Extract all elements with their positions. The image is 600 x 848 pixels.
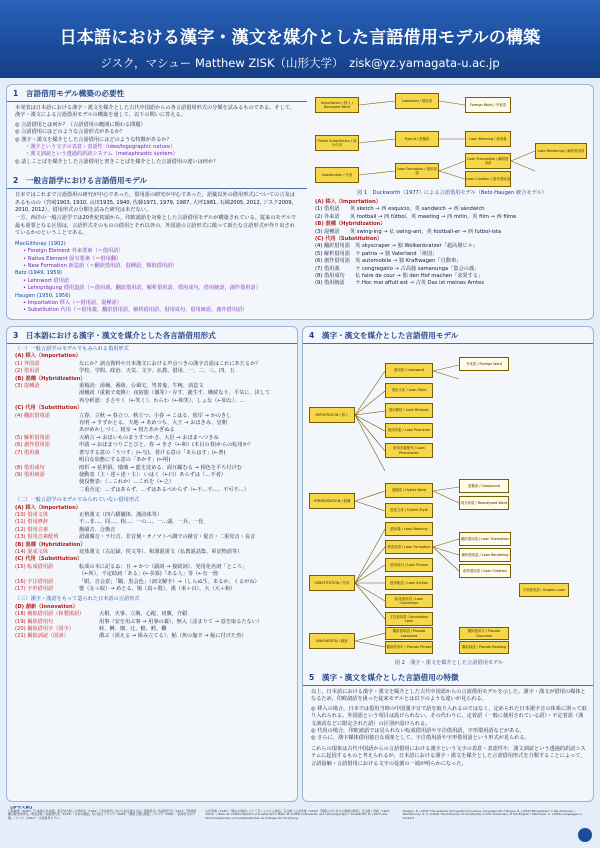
list-item: Haugen (1950, 1956) [15,292,71,299]
list-item: • Foreign Element 外来要素（＝借用語） [23,248,124,255]
fig2-box-loanword: 借用語 / Loanword [385,363,433,378]
subheading: （三）漢字・漢語をもって造られた日本語の言語形式 [15,596,140,603]
fig2-box-hybridization: HYBRIDIZATION / 混種 [309,493,355,509]
table-row: (9) 借用統語 使動表（主・述＋述・主）：いはく（←曰）あらずは（…不者） [15,471,226,478]
fig1-box-loan-creation: Loan Creation / 創作借用語 [465,171,511,187]
references [8,806,592,842]
subheading: （二）一般言語学のモデルでみられていない借用形式 [15,497,140,504]
list-item: ・漢字という文字の表意・表語性（ideo/logographic nature） [25,144,176,151]
fig1-box-partial-substitution: Partial Substitution / 部分代用 [315,135,359,151]
list-item: (1) 借用語 英 sketch → 西 esquicio，英 sandwich → 西 sándwich [315,206,485,213]
fig2-box-loan-creation: 創作借用語 / Loan Creation [459,564,511,578]
fig2-box-loan-phonotactic: 借用音素配列 / Loan Phonotactic [385,443,433,458]
list-item: ◎ 移入の場合，日本では借用当時の中国漢字音で語を取り入れるのではなく，定められた日本漢字音の体系に則って取り入れられる。外国語という項目は設けられない。その代わりに，定着語（一般に使用されている語）・不定着語（漢文訓読などに限定された語）の区別が設けられる。 [311,705,587,727]
table-row: (20) 擬似借用字（国字） 峠、榊、畑、辻、鯰、鱈、働 [15,626,167,633]
fig2-box-loan-syntax: 借用統語 / Loan Syntax [385,576,433,590]
fig2-box-pseudo-loanword: 擬似借用語 / Pseudo Loanword [385,627,433,640]
list-item: (9) 借用統語 ラ Hoc mei affuit est → 古英 Das ist meines Amtes [315,280,485,287]
table-row: (11) 借用修辞 不…非…、同…、相…、一の…、一…頭、一兵、一化 [15,519,204,526]
fig2-box-hybrid-word: 混種語 / Hybrid Word [385,483,433,498]
list-item: (4) 翻訳借用語 英 skyscraper → 独 Wolkenkratzer「超高層ビル」 [315,243,478,250]
section-5-title: 5 漢字・漢文を媒介とした言語借用の特徴 [303,669,594,686]
list-item: (B) 混種（Hybridization） [315,221,386,228]
table-row: 使役態表：（…これか）…これを（←之） [79,479,175,486]
list-item: (A) 移入（Importation） [315,199,381,205]
list-item: (8) 借用成句 仏 faire de cour → 独 den Hof machen「求愛する」 [315,273,484,280]
fig2-box-loan-phrase: 借用成句 / Loan Phrase [385,558,433,572]
poster-author [0,55,600,71]
section-1 [7,85,307,315]
table-row: (5) 解析借用語 大納言 → おほいものまうすつかさ、大臣 → おほまへつきみ [15,434,219,441]
table-row: (4) 翻訳借用語 立春、立秋 → 春立つ、秋立つ；小春 → こはる、彼岸 → かのきし [15,412,232,419]
fig2-box-compound: 混種語 / Compound [459,479,509,493]
table-row: 二重否定：…ずはあらず、…ずはあるべからず（←不…不…、不可不…） [79,486,249,493]
figure-2-diagram [309,343,589,655]
fig1-box-importation: Importation / 移入 / Borrowed Word [315,97,359,113]
table-row: 明白な状態にする意の「あかす」(←明) [79,457,171,464]
figure-1-diagram [315,91,589,187]
fig1-box-foreign-word: Foreign Word / 外来語 [465,97,511,113]
list-item: • Substitution 代用（＝借用義，翻訳借用語，解析借用語，借用成句，借用統語，創作借用語） [23,307,248,314]
fig2-box-reanalyzed-word: 再分析語 / Reanalyzed Word [459,496,509,510]
fig2-box-hybrid-style: 混成文体 / Hybrid Style [385,503,433,518]
list-item: ◎ 代用の場合，印欧諸語では見られない転成借用語や字注借用語，字形借用語などがある。 [311,728,525,735]
panel-top [6,84,594,320]
table-row: 湯桶読（重箱で変換）：夜宿旅（偶等）・存す、誕生す、継続なり、平気に、決して [79,390,271,397]
poster-title: 日本語における漢字・漢文を媒介とした言語借用モデルの構築 [59,28,541,48]
group-label: (C) 代用（Substitution） [15,556,83,563]
group-label: (D) 創新（Innovation） [15,603,78,610]
list-item: ◎ 言語借用にはどのような言語形式があるか？ [15,129,125,136]
fig1-box-loan-translation: Loan Translation / 翻訳借用語 [465,153,511,169]
section-4-title: 4 漢字・漢文を媒介とした言語借用モデル [303,327,593,344]
list-item: MacGillivray (1902) [15,240,66,247]
list-item: • Lehnprägung 借用造語（＝借用義，翻訳借用語，解析借用語，借用成句，借用統語，創作借用語） [23,285,261,292]
section-5-list [303,706,594,743]
table-row: (13) 借用音素配列 語頭濁音・ラ行音、非音便・オノマトペ調での撥音・促音・二重母音・長音 [15,534,256,541]
list-item: (3) 混種語 英 swing-ing → 仏 swing-ant，英 football-er → 西 futbol-ista [315,228,502,235]
list-item: Betz (1949, 1959) [15,270,62,277]
fig1-box-hybrid: Hybrid / 混種語 [395,131,439,147]
list-item: ◎ 漢字・漢文を媒介とした言語借用にはどのような特徴があるか？ [15,136,172,143]
fig2-box-loan-conversion: 転成借用語 / Loan Conversion [385,594,433,608]
panel-section-3 [6,326,298,802]
list-item: • Native Element 固有要素（＝借用翻） [23,255,122,262]
references-col-1: 石綿敏雄（2005）『日本語の外来語』東京堂出版 / 大坪併治（1981）『平安時代における訓点語の文法』風間書房 / 佐藤喜代治（1971）『国語語彙の歴史的研究』明治書院 / 佐藤喜代治（1979）『日本の漢語』角川書店 / ジスク（2009）「漢語と漢文訓読」/ ジスク（2010）「借用形式の分類」/ ジスク（2012）「言語借用モデル」 [8,808,197,820]
fig2-box-loan-style: 借用文体 / Loan Style [385,383,433,398]
section-5 [303,669,594,768]
figure-2-caption: 図 2 漢字・漢文を媒介とした言語借用モデル [394,660,504,666]
list-item: ◎ さらに，漢字媒体借用独自な現象として，字注借用語や字形借用語という形式が見られる。 [311,735,530,742]
table-row: (16) 字注借用語 「眼、音会意」「鵝、黒会色」（訓文解字）→（しらぬ生、あるか、くるがね） [15,578,260,585]
section-5-outro: これらの現象は古代中国語からの言語借用における漢字という文字の表意・表語性や，漢文訓読という透過的訳読システムに起因するものと考えられるが，日本語における漢字・漢文を媒介とした言語借用形式を分類することによって，言語接触・言語借用における文字の役割の一端が明らかになった。 [311,745,586,767]
fig2-box-importation: IMPORTATION / 移入 [309,407,355,423]
table-row: 再分析語：ささやく（←笑く）、わらわ（←和笑）、しょな（←始な）、… [79,397,246,404]
section-1-list [7,122,307,166]
fig2-box-loan-meaning: 借用義 / Loan Meaning [385,522,433,536]
fig2-box-graphic-loan: 字形借用語 / Graphic Loan [519,583,569,597]
author-name: ジスク，マシュー Matthew ZISK（山形大学） [100,56,344,70]
section-1-intro: 本発表は日本語における漢字・漢文を媒介とした古代中国語からの各言語借用形式の分類を試みるものである。そして，漢字・漢文による言語借用モデルの構築を通して，以下の問いに答える。 [15,105,296,119]
table-row: (8) 借用成句 雨折 → 花折損、瑠璃 → 藍を沈める、面互顧むる → 相色を平ち付けむ [15,464,242,471]
group-label: (B) 混種（Hybridization） [15,541,86,548]
list-item: • Importation 移入（＝借用語，混種語） [23,299,122,306]
table-row: (17) 字形借用語 娶（女＋取）→ めとる、鴇（鳥＋殷）、漢（米＋百）、大（大＋和） [15,586,236,592]
fig2-box-annotation-loan: 字注借用語 / Annotation Loan [385,612,433,626]
list-item: ◎ 言語借用とは何か？（言語借用の範囲に関わる問題） [15,121,146,128]
table-row: (18) 擬似借用語（和製漢語） 大根、火事、立腹、心配、切腹、介錯 [15,611,188,618]
fig2-box-loan-rhetoric: 借用修辞 / Loan Rhetoric [385,403,433,418]
table-row: (1) 外国語 なにか？訓点資料や日本漢文における声点つきの漢字音語はこれにあたるか？ [15,360,261,367]
table-row: (12) 借用音素 撥韻音、合拗音 [15,526,116,533]
references-title: 【参考文献】 [8,806,35,810]
list-item: ・漢文訓読という透過的訳読システム（metaphrastic system） [25,151,178,158]
fig2-box-pseudo-reading: 擬似訓読 / Pseudo Reading [459,641,509,654]
list-item: ◎ 話しことばを媒介とした言語借用と書きことばを媒介とした言語借用の違いは何か？ [15,158,219,165]
table-row: (6) 創作借用語 申請 → おほまつりごとびと、春 → きさ（←和）(木目の春)からの転用か？ [15,442,254,449]
section-2-intro2: 一方，西洋の一般言語学では20世紀初頭から，印欧諸語を対象とした言語借用モデルが構築されている。従来のモデルで最も重要となる区別は，言語形式そのものの借用とそれ以外の，外国語の言語形式に倣って新たな言語形式が作り出されているかのということである。 [15,215,297,237]
section-1-title: 1 言語借用モデル構築の必要性 [7,85,307,102]
table-row: 有明 → すずかとる、天地 → あめつち、大王 → おほきみ、皇朝 [79,420,227,427]
subheading: （一）一般言語学のモデルでもみられる借用形式 [15,346,129,352]
table-row: (10) 借用文体 正格漢文（四六騈儷体、漢詩体等） [15,511,163,518]
table-row: (3) 混種語 重箱読：湯桶、番組、台風宅、男善鬼、牛椀、消息文 [15,383,204,390]
group-label: (C) 代用（Substitution） [15,405,83,412]
section-5-intro: 以上，日本語における漢字・漢文を媒介とした古代中国語からの言語借用モデルを示した。漢字・漢文が借用の媒体となるため，印欧諸語を扱った従来モデルとは以下のような違いが見られる。 [311,689,586,703]
fig2-box-pseudo-character: 擬似借用字 / Pseudo Character [459,627,509,640]
group-label: (A) 移入（Importation） [15,504,81,511]
table-row: (21) 擬似訓読（国訓） 淵ぶ（誤える → 組み立てる）、鮎（魚の塩辛 → 鮎に付けた魚） [15,633,247,640]
list-item: (2) 外来語 英 football → 西 fútbol，英 meeting → 西 mitin，英 film → 西 filme [315,213,517,220]
section-2-intro: 日本ではこれまで言語借用の研究が中心であった。借用語の研究が中心であった。語彙以外の借用形式についての言及はあるものの（宮崎1903, 1910, 山田1935, 1940, 佐藤1971, 1979, 1987, 大坪1981, 石綿2005, 2012, ジスク2009, 2010, 2012），借用形式の分類を試みた研究は未だない。 [15,192,295,214]
section-2-title: 2 一般言語学における言語借用モデル [7,172,307,189]
section-3-title: 3 日本語における漢字・漢文を媒介とした各言語借用形式 [7,327,297,344]
list-item: (5) 解析借用語 ラ patria → 独 Vaterland「祖国」 [315,250,438,257]
poster-header [0,0,600,78]
fig2-box-loan-phoneme: 借用音素 / Loan Phoneme [385,423,433,438]
table-row: (15) 転成借用語 転成の本に記るゐ：且 → かつ（副詞 → 接続詞）、発用化名詞「ところ」 [15,563,248,570]
fig2-box-innovation: INNOVATION / 創新 [309,633,355,649]
table-row: （←所）、不定助詞「ある」(←多寡)「ある人」等（←有一箇 [79,571,218,578]
table-row: (19) 擬似借用句 用事（安を用ぶ事 → 用事の義）、無入（詰まりて → 意を取るたない） [15,618,263,625]
fig2-box-foreign-word: 外来語 / Foreign Word [459,357,509,371]
fig2-box-loan-translation: 翻訳借用語 / Loan Translation [459,532,511,546]
references-col-2: 山田孝雄（1935）『漢文の訓読によりて伝へられたる語法』宝文館 / 山田孝雄（1940）『国語の中に於ける漢語の研究』宝文館 / 宮崎（1903, 1910） / Betz, W. (1949) Deutsch und Lateinisch / Betz, W. (1959) Lehnwörter und Lehnprägungen / Duckworth, D. (1977) Zur terminologischen und systematischen Grundlage der Forschung [205,808,391,820]
list-item: (7) 借用義 ラ congregatio → 古高独 samanunga「集会の義」 [315,265,480,272]
model-list [7,241,307,315]
list-item: (C) 代用（Substitution） [315,236,383,243]
table-row: (7) 借用義 書写する意の「うつす」(←写)、着ける意の「あらはす」(←著) [15,449,226,456]
fig1-box-loan-meaning: Loan Meaning / 借用義 [465,131,511,147]
fig1-box-loanword: Loanword / 借用語 [395,93,439,109]
list-item: • New Formation 新造語（＝翻訳借用語，混種語，類似借用語） [23,262,178,269]
university-logo-icon [578,828,592,842]
fig2-box-pseudo-phrase: 擬似借用句 / Pseudo Phrase [385,641,433,654]
references-col-3: Haugen, E. (1950) The analysis of linguistic borrowing. Language 26 / Haugen, E. (1956) Bilingualism in the Americas / MacGillivray, H. S. (1902) The Influence of Christianity on the Vocabulary of Old English / Weinreich, U. (1953) Languages in Contact [402,808,582,820]
fig1-box-loan-rendering: Loan Rendering / 解析借用語 [535,143,587,159]
fig2-box-loan-formation: 借用造語 / Loan Formation [385,540,433,554]
panel-section-4-5 [302,326,594,802]
group-label: (A) 移入（Importation） [15,353,81,360]
figure-1-caption: 図 1 Duckworth（1977）による言語借用モデル（Betz-Haugen 統合モデル） [357,190,547,196]
table-row: (14) 混成文体 変体漢文（古記録、侯文等）、和漢混淆文（仏教説話集、軍記物語等） [15,548,243,555]
table-row: (2) 借用語 学校、学問、政治、天気、文字、仏教、借用、一、二、三、四、五 [15,368,235,375]
fig2-box-substitution: SUBSTITUTION / 代用 [309,575,355,591]
table-row: あがめかしづく、寝室 → 寝たあかぎぬる [79,427,175,434]
fig2-box-loan-rendering: 解析借用語 / Loan Rendering [459,548,511,562]
list-item: (6) 創作借用語 英 automobile → 独 Kraftwagen「自動車」 [315,258,462,265]
figure-1-examples [311,199,591,288]
fig1-box-substitution: Substitution / 代用 [315,167,359,183]
group-label: (B) 混種（Hybridization） [15,375,86,382]
section-3-body [7,346,297,641]
fig1-box-loan-formation: Loan Formation / 借用造語 [395,163,439,179]
list-item: • Lehnwort 借用語 [23,277,70,284]
author-email[interactable]: zisk@yz.yamagata-u.ac.jp [349,56,500,70]
